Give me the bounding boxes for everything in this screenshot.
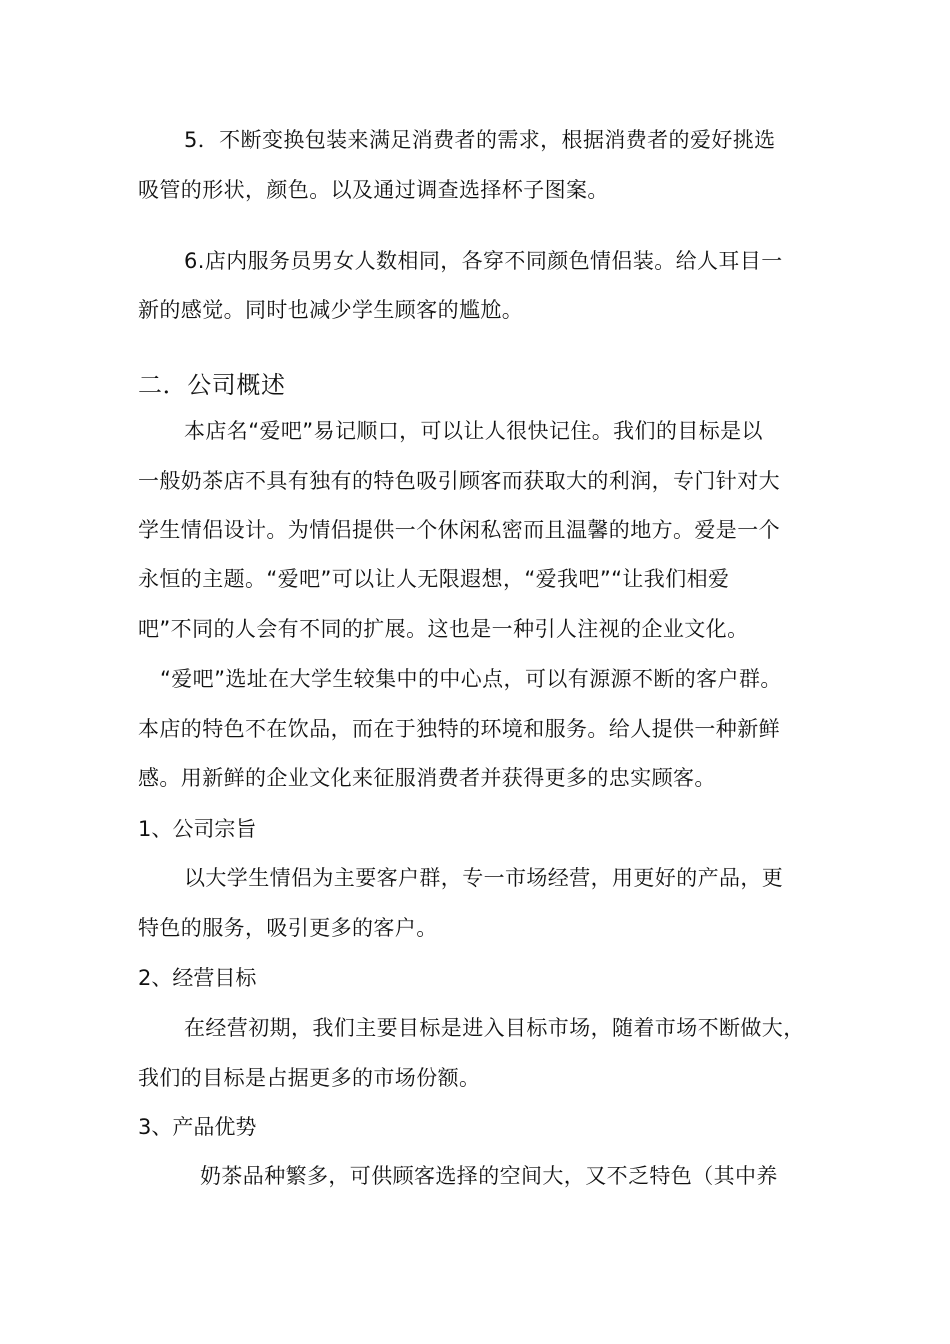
- point-5-line-1: 5．不断变换包装来满足消费者的需求，根据消费者的爱好挑选: [184, 128, 776, 152]
- mission-line-2: 特色的服务，吸引更多的客户。: [138, 916, 438, 940]
- overview-paragraph-1-line-3: 学生情侣设计。为情侣提供一个休闲私密而且温馨的地方。爱是一个: [138, 518, 780, 542]
- subheading-company-mission: 1、公司宗旨: [138, 817, 257, 841]
- point-5-line-2: 吸管的形状，颜色。以及通过调查选择杯子图案。: [138, 178, 609, 202]
- overview-paragraph-1-line-2: 一般奶茶店不具有独有的特色吸引顾客而获取大的利润，专门针对大: [138, 469, 780, 493]
- subheading-business-goal: 2、经营目标: [138, 966, 257, 990]
- overview-paragraph-2-line-1: “爱吧”选址在大学生较集中的中心点，可以有源源不断的客户群。: [160, 667, 782, 691]
- overview-paragraph-2-line-3: 感。用新鲜的企业文化来征服消费者并获得更多的忠实顾客。: [138, 766, 716, 790]
- point-6-line-1: 6.店内服务员男女人数相同，各穿不同颜色情侣装。给人耳目一: [184, 249, 783, 273]
- overview-paragraph-1-line-4: 永恒的主题。“爱吧”可以让人无限遐想，“爱我吧”“让我们相爱: [138, 567, 730, 591]
- goal-line-1: 在经营初期，我们主要目标是进入目标市场，随着市场不断做大，: [184, 1016, 805, 1040]
- advantage-line-1: 奶茶品种繁多，可供顾客选择的空间大，又不乏特色（其中养: [200, 1164, 778, 1188]
- overview-paragraph-2-line-2: 本店的特色不在饮品，而在于独特的环境和服务。给人提供一种新鲜: [138, 717, 780, 741]
- point-6-line-2: 新的感觉。同时也减少学生顾客的尴尬。: [138, 298, 524, 322]
- mission-line-1: 以大学生情侣为主要客户群，专一市场经营，用更好的产品，更: [184, 866, 784, 890]
- subheading-product-advantage: 3、产品优势: [138, 1115, 257, 1139]
- goal-line-2: 我们的目标是占据更多的市场份额。: [138, 1066, 481, 1090]
- section-heading-company-overview: 二．公司概述: [138, 371, 286, 399]
- overview-paragraph-1-line-5: 吧”不同的人会有不同的扩展。这也是一种引人注视的企业文化。: [138, 617, 749, 641]
- overview-paragraph-1-line-1: 本店名“爱吧”易记顺口，可以让人很快记住。我们的目标是以: [184, 419, 763, 443]
